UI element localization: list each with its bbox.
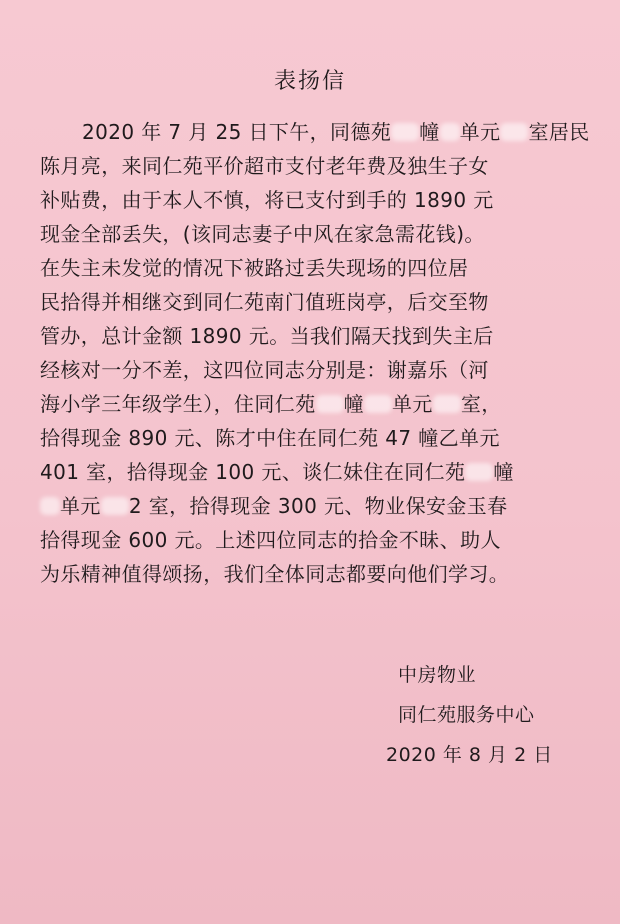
letter-text: 幢 [343,392,365,416]
redacted-mark [101,497,129,515]
letter-line-3: 补贴费，由于本人不慎，将已支付到手的 1890 元 [40,188,494,212]
letter-text: 室， [460,392,502,416]
letter-line-12 [40,490,508,519]
letter-text: 401 室，拾得现金 100 元、谈仁妹住在同仁苑 [40,460,466,484]
letter-line-10: 拾得现金 890 元、陈才中住在同仁苑 47 幢乙单元 [40,426,500,450]
signature-date: 2020 年 8 月 2 日 [386,744,553,766]
letter-line-2: 陈月亮，来同仁苑平价超市支付老年费及独生子女 [40,154,489,178]
letter-text: 室居民 [528,120,590,144]
redacted-mark [465,463,493,481]
redacted-mark [433,395,461,413]
redacted-mark [500,123,528,141]
letter-line-6: 民拾得并相继交到同仁苑南门值班岗亭，后交至物 [40,290,489,314]
letter-text: 2 室，拾得现金 300 元、物业保安金玉春 [128,494,508,518]
redacted-mark [316,395,344,413]
redacted-mark [440,123,460,141]
letter-line-4: 现金全部丢失，(该同志妻子中风在家急需花钱)。 [40,222,485,246]
letter-line-11 [40,456,514,485]
redacted-mark [40,497,60,515]
letter-text: 单元 [60,494,101,518]
letter-text: 2020 年 7 月 25 日下午，同德苑 [82,120,392,144]
letter-line-7: 管办，总计金额 1890 元。当我们隔天找到失主后 [40,324,494,348]
letter-line-5: 在失主未发觉的情况下被路过丢失现场的四位居 [40,256,469,280]
letter-text: 单元 [459,120,501,144]
letter-text: 海小学三年级学生），住同仁苑 [40,392,316,416]
letter-text: 幢 [493,460,514,484]
letter-line-1 [82,116,590,145]
signature-org: 中房物业 [398,664,477,686]
letter-text: 幢 [419,120,440,144]
letter-line-9 [40,388,502,417]
redacted-mark [364,395,392,413]
letter-line-13: 拾得现金 600 元。上述四位同志的拾金不昧、助人 [40,528,501,552]
letter-line-8: 经核对一分不差，这四位同志分别是：谢嘉乐（河 [40,358,489,382]
letter-text: 单元 [392,392,433,416]
letter-title: 表扬信 [273,69,346,94]
redacted-mark [391,123,419,141]
signature-center: 同仁苑服务中心 [398,704,535,726]
letter-line-14: 为乐精神值得颂扬，我们全体同志都要向他们学习。 [40,562,510,586]
